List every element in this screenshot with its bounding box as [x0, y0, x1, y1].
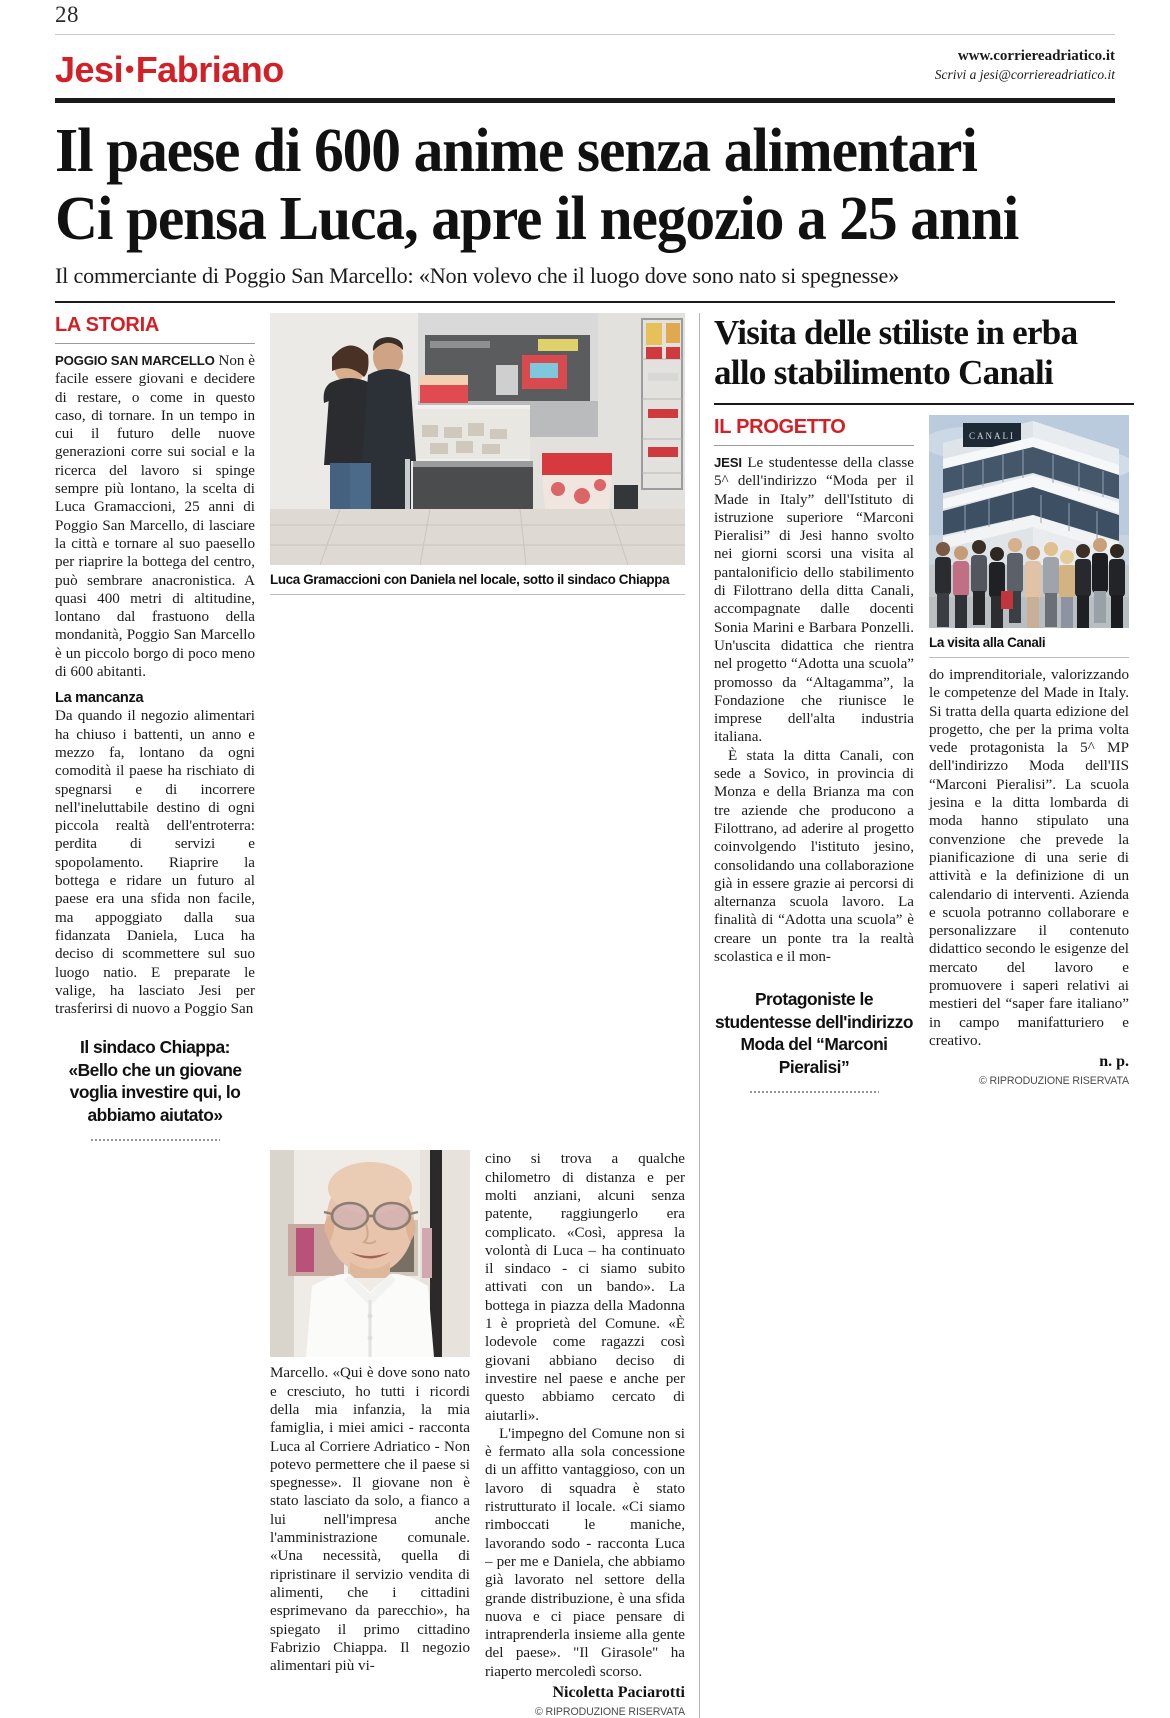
- secondary-headline-line-1: Visita delle stiliste in erba: [714, 313, 1078, 352]
- secondary-dateline: JESI: [714, 455, 742, 470]
- photo-shop-caption-rule: [270, 594, 685, 595]
- secondary-paragraph-1: [714, 454, 914, 747]
- secondary-pull-quote-dotrule: [749, 1090, 879, 1094]
- main-article-lower-band: [55, 1150, 685, 1718]
- column-divider: [699, 313, 700, 1718]
- photo-canali-caption: La visita alla Canali: [929, 635, 1046, 650]
- secondary-headline-rule: [714, 403, 1134, 405]
- folio-row: [55, 0, 1115, 34]
- main-paragraph-1: [55, 352, 255, 681]
- main-headline-line-1: Il paese di 600 anime senza alimentari: [55, 117, 977, 185]
- secondary-byline: n. p.: [1099, 1053, 1129, 1071]
- main-column-3: [485, 1150, 685, 1718]
- secondary-copyright: © RIPRODUZIONE RISERVATA: [978, 1075, 1129, 1088]
- secondary-paragraph-3: do imprenditoriale, valorizzando le competenze del Made in Italy. Si tratta della quarta edizione del progetto, che per la prima volta vede protagonista la 5^ MP dell'indirizzo Moda dell'IIS “Marconi Pieralisi”. La scuola jesina e la ditta lombarda di moda hanno stipulato una convenzione che prevede la pianificazione di una serie di attività e la definizione di un calendario di interventi. Azienda e scuola potranno collaborare e personalizzare il contenuto didattico secondo le esigenze del mercato del lavoro e promuovere i saperi relativi ai mestieri del “saper fare italiano” in campo manifatturiero e creativo.: [929, 667, 1129, 1049]
- section-name-jesi: Jesi: [55, 49, 124, 90]
- main-subheadline: Il commerciante di Poggio San Marcello: «Non volevo che il luogo dove sono nato si spegnesse»: [55, 263, 900, 288]
- main-right-stack: [270, 313, 685, 1142]
- main-paragraph-2: Da quando il negozio alimentari ha chiuso i battenti, un anno e mezzo fa, lontano da ogni comodità il paese ha rischiato di spegnarsi e di incorrere nell'ineluttabile destino di ogni piccola realtà dell'entroterra: perdita di servizi e spopolamento. Riaprire la bottega e ridare un futuro al paese era una sfida non facile, ma appoggiato dalla sua fidanzata Daniela, Luca ha deciso di scommettere sul suo luogo natio. E preparate le valige, ha lasciato Jesi per trasferirsi di nuovo a Poggio San: [55, 708, 255, 1018]
- main-kicker: LA STORIA: [55, 314, 159, 336]
- masthead: [55, 35, 1115, 96]
- email-line[interactable]: Scrivi a jesi@corriereadriatico.it: [934, 67, 1115, 82]
- main-article-top-band: [55, 313, 685, 1142]
- main-byline: Nicoletta Paciarotti: [552, 1684, 685, 1701]
- main-dateline: POGGIO SAN MARCELLO: [55, 353, 215, 368]
- photo-mayor-chiappa: [270, 1150, 470, 1357]
- main-article: [55, 313, 685, 1718]
- secondary-paragraph-1-text: Le studentesse della classe 5^ dell'indirizzo “Moda per il Made in Italy” dell'Istituto di istruzione superiore “Marconi Pieralisi” di Jesi hanno svolto nei giorni scorsi una visita al pantalonificio dello stabilimento di Filottrano della ditta Canali, accompagnate dalle docenti Sonia Marini e Barbara Ponzelli. Un'uscita didattica che rientra nel progetto “Adotta una scuola” promosso da “Altagamma”, la Fondazione che riunisce le imprese dell'alta industria italiana.: [714, 455, 914, 746]
- main-kicker-rule: [55, 343, 255, 344]
- main-column-2-paragraph: Marcello. «Qui è dove sono nato e cresciuto, ho tutti i ricordi della mia infanzia, la mia famiglia, i miei amici - racconta Luca al Corriere Adriatico - Non potevo permettere che il paese si spegnesse». Il giovane non è stato lasciato da solo, a fianco a lui nell'impresa anche l'amministrazione comunale. «Una necessità, quella di ripristinare il servizio vendita di alimenti, che i cittadini esprimevano da parecchio», ha spiegato il primo cittadino Fabrizio Chiappa. Il negozio alimentari più vi-: [270, 1365, 470, 1675]
- main-column-3-paragraph-1: cino si trova a qualche chilometro di distanza e per molti anziani, alcuni senza patente, raggiungerlo era complicato. «Così, appresa la volontà di Luca – ha continuato il sindaco - ci siamo subito attivati con un bando». La bottega in piazza della Madonna 1 è proprietà del Comune. «È lodevole come ragazzi così giovani abbiano deciso di investire nel paese e anche per questo abbiamo cercato di aiutarli».: [485, 1151, 685, 1424]
- secondary-article-columns: [714, 415, 1134, 1094]
- main-copyright: © RIPRODUZIONE RISERVATA: [534, 1706, 685, 1718]
- main-column-3-paragraph-2: L'impegno del Comune non si è fermato alla sola concessione di un affitto vantaggioso, con un lavoro di squadra è stato ristrutturato il locale. «Ci siamo rimboccati le maniche, lavorando sodo - racconta Luca – per me e Daniela, che abbiamo già lavorato nel settore della grande distribuzione, è una sfida nuova e ci piace pensare di intraprenderla insieme alla gente del paese». "Il Girasole" ha riaperto mercoledì scorso.: [485, 1425, 685, 1680]
- page-content: [55, 303, 1129, 1718]
- main-subhead-mancanza: La mancanza: [55, 690, 144, 707]
- secondary-kicker-rule: [714, 445, 914, 446]
- page-number: 28: [55, 2, 79, 27]
- secondary-column-2: [929, 415, 1129, 1094]
- secondary-kicker: IL PROGETTO: [714, 416, 846, 438]
- main-paragraph-1-text: Non è facile essere giovani e decidere di restare, o come in questo caso, di tornare. In un tempo in cui il futuro delle nuove generazioni corre sui social e la ricerca del lavoro si spinge sempre più lontano, la scelta di Luca Gramaccioni, 25 anni di Poggio San Marcello, di lasciare la città e tornare al suo paesello per riaprire la bottega del centro, può sembrare anacronistica. A quasi 400 metri di altitudine, lontano dal frastuono della mondanità, Poggio San Marcello è un piccolo borgo di poco meno di 600 abitanti.: [55, 353, 255, 681]
- photo-shop-caption: Luca Gramaccioni con Daniela nel locale, sotto il sindaco Chiappa: [270, 572, 670, 587]
- photo-canali-caption-rule: [929, 657, 1129, 658]
- main-column-1: [55, 313, 255, 1142]
- bullet-separator-icon: •: [125, 54, 134, 84]
- main-headline-block: [55, 103, 1115, 291]
- photo-mayor-chiappa-art: [270, 1150, 470, 1357]
- main-column-2: [270, 1150, 470, 1718]
- photo-canali-visit: [929, 415, 1129, 628]
- main-headline-line-2: Ci pensa Luca, apre il negozio a 25 anni: [55, 185, 1019, 253]
- main-column-1-spacer: [55, 1150, 255, 1718]
- main-pull-quote-dotrule: [90, 1138, 220, 1142]
- photo-shop-interior-art: [270, 313, 685, 565]
- secondary-paragraph-2: È stata la ditta Canali, con sede a Sovico, in provincia di Monza e della Brianza ma con tre aziende che producono a Filottrano, ad aderire al progetto coinvolgendo l'istituto jesino, consolidando una collaborazione già in essere grazie ai percorsi di alternanza scuola lavoro. La finalità di “Adotta una scuola” è creare un ponte tra la realtà scolastica e il mon-: [714, 747, 914, 966]
- section-name-fabriano: Fabriano: [135, 49, 284, 90]
- masthead-contact: [935, 47, 1115, 90]
- secondary-pull-quote: Protagoniste le studentesse dell'indirizzo Moda del “Marconi Pieralisi”: [715, 989, 913, 1077]
- secondary-column-1: [714, 415, 914, 1094]
- secondary-article: [714, 313, 1134, 1718]
- main-pull-quote: Il sindaco Chiappa: «Bello che un giovane voglia investire qui, lo abbiamo aiutato»: [68, 1037, 242, 1125]
- svg-text:CANALI: CANALI: [969, 431, 1015, 441]
- photo-shop-interior: [270, 313, 685, 565]
- section-title: [55, 49, 284, 90]
- secondary-headline-line-2: allo stabilimento Canali: [714, 353, 1054, 392]
- photo-canali-visit-art: [929, 415, 1129, 628]
- website-url[interactable]: www.corriereadriatico.it: [957, 48, 1115, 64]
